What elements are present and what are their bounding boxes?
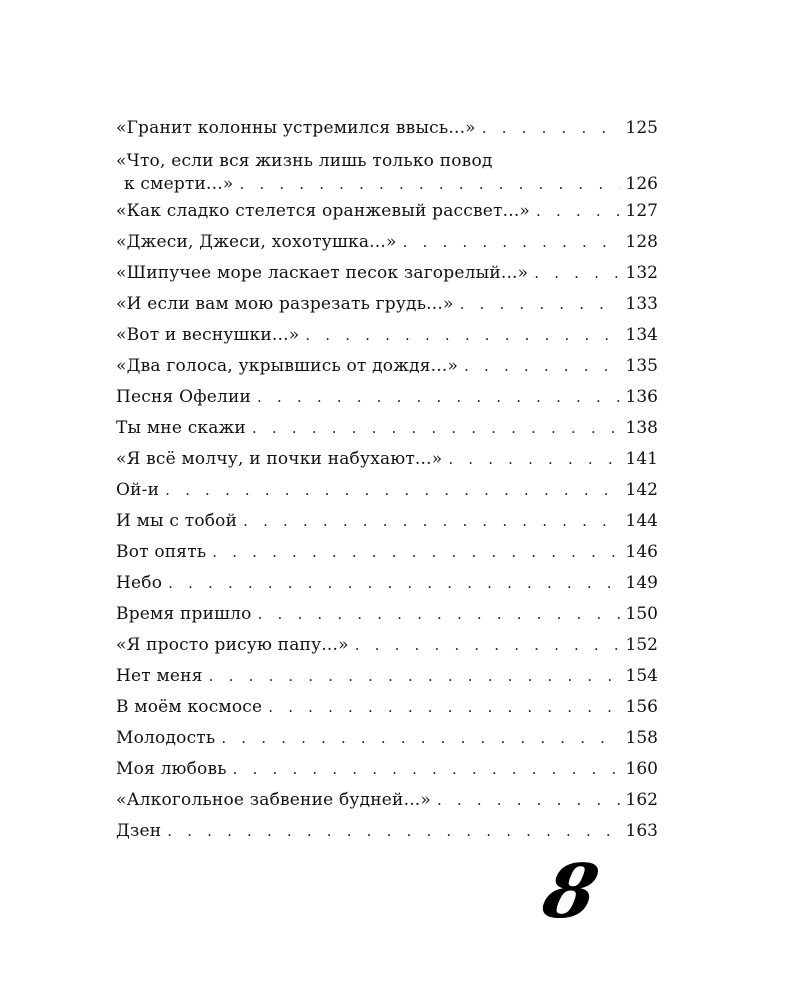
- toc-entry-title: «Шипучее море ласкает песок загорелый...»: [116, 263, 529, 283]
- dot-leader: [258, 599, 620, 630]
- toc-entry: [116, 785, 658, 816]
- toc-entry: [116, 816, 658, 847]
- toc-entry-title: Ты мне скажи: [116, 418, 246, 438]
- toc-entry: [116, 630, 658, 661]
- toc-entry-page: 162: [625, 790, 658, 810]
- toc-entry-page: 152: [625, 635, 658, 655]
- toc-entry: [116, 599, 658, 630]
- dot-leader: [168, 568, 619, 599]
- page-number: 8: [535, 849, 606, 935]
- dot-leader: [239, 173, 619, 196]
- toc-entry-page: 133: [625, 294, 658, 314]
- toc-entry-page: 146: [625, 542, 658, 562]
- toc-entry-page: 144: [625, 511, 658, 531]
- dot-leader: [464, 351, 619, 382]
- toc-entry-page: 138: [625, 418, 658, 438]
- toc-entry-page: 135: [625, 356, 658, 376]
- toc-entry-title: Дзен: [116, 821, 162, 841]
- dot-leader: [252, 413, 620, 444]
- toc-entry-title: Вот опять: [116, 542, 207, 562]
- toc-entry-title: «Гранит колонны устремился ввысь...»: [116, 118, 476, 138]
- toc-entry: [116, 723, 658, 754]
- dot-leader: [448, 444, 619, 475]
- dot-leader: [437, 785, 620, 816]
- toc-entry-title: Моя любовь: [116, 759, 227, 779]
- toc-entry: [116, 444, 658, 475]
- toc-entry-page: 163: [625, 821, 658, 841]
- toc-entry-title: И мы с тобой: [116, 511, 238, 531]
- toc-entry-page: 158: [625, 728, 658, 748]
- toc-entry-page: 128: [625, 232, 658, 252]
- toc-entry: [116, 661, 658, 692]
- toc-entry-page: 149: [625, 573, 658, 593]
- dot-leader: [209, 661, 620, 692]
- dot-leader: [257, 382, 620, 413]
- toc-entry: [116, 289, 658, 320]
- toc-entry-title: Нет меня: [116, 666, 203, 686]
- toc-entry: [116, 568, 658, 599]
- toc-entry-page: 126: [625, 174, 658, 194]
- toc-entry: [116, 113, 658, 144]
- toc-entry: [116, 475, 658, 506]
- dot-leader: [233, 754, 620, 785]
- toc-entry: [116, 258, 658, 289]
- toc-entry-title: «Вот и веснушки...»: [116, 325, 300, 345]
- toc-entry-title: «Я всё молчу, и почки набухают...»: [116, 449, 443, 469]
- dot-leader: [243, 506, 619, 537]
- toc-entry-title: «Два голоса, укрывшись от дождя...»: [116, 356, 459, 376]
- toc-entry-page: 142: [625, 480, 658, 500]
- toc-entry: [116, 382, 658, 413]
- toc-entry-page: 141: [625, 449, 658, 469]
- toc-entry-page: 125: [625, 118, 658, 138]
- toc-entry-title: Небо: [116, 573, 163, 593]
- toc-entry-title: Песня Офелии: [116, 387, 252, 407]
- toc-entry-page: 136: [625, 387, 658, 407]
- toc-entry: [116, 351, 658, 382]
- dot-leader: [268, 692, 619, 723]
- toc-entry: [116, 196, 658, 227]
- toc-entry-title: Ой-и: [116, 480, 160, 500]
- toc-entry: [116, 754, 658, 785]
- dot-leader: [482, 113, 620, 144]
- table-of-contents: [116, 113, 658, 847]
- toc-entry-title: «Как сладко стелется оранжевый рассвет...»: [116, 201, 531, 221]
- dot-leader: [167, 816, 619, 847]
- toc-entry-title: Время пришло: [116, 604, 252, 624]
- dot-leader: [212, 537, 619, 568]
- dot-leader: [403, 227, 620, 258]
- dot-leader: [165, 475, 619, 506]
- toc-entry-title-line1: «Что, если вся жизнь лишь только повод: [116, 151, 493, 171]
- toc-entry-page: 150: [625, 604, 658, 624]
- toc-entry-page: 160: [625, 759, 658, 779]
- toc-entry: [116, 227, 658, 258]
- dot-leader: [536, 196, 620, 227]
- toc-entry-page: 132: [625, 263, 658, 283]
- toc-entry: [116, 537, 658, 568]
- dot-leader: [534, 258, 619, 289]
- toc-entry: [116, 320, 658, 351]
- dot-leader: [355, 630, 620, 661]
- toc-entry-title: В моём космосе: [116, 697, 263, 717]
- toc-entry-title: «Алкогольное забвение будней...»: [116, 790, 431, 810]
- toc-entry-page: 156: [625, 697, 658, 717]
- dot-leader: [305, 320, 619, 351]
- toc-entry-line2: [116, 173, 658, 196]
- toc-entry-page: 134: [625, 325, 658, 345]
- toc-entry-page: 154: [625, 666, 658, 686]
- toc-entry: [116, 413, 658, 444]
- toc-entry-title: Молодость: [116, 728, 216, 748]
- dot-leader: [221, 723, 619, 754]
- toc-entry-page: 127: [625, 201, 658, 221]
- toc-entry-title: «Джеси, Джеси, хохотушка...»: [116, 232, 397, 252]
- toc-entry-title: «Я просто рисую папу...»: [116, 635, 349, 655]
- toc-entry: [116, 506, 658, 537]
- toc-entry: [116, 144, 658, 196]
- toc-entry: [116, 692, 658, 723]
- dot-leader: [460, 289, 620, 320]
- toc-entry-title: «И если вам мою разрезать грудь...»: [116, 294, 454, 314]
- toc-entry-title-line2: к смерти...»: [124, 174, 234, 194]
